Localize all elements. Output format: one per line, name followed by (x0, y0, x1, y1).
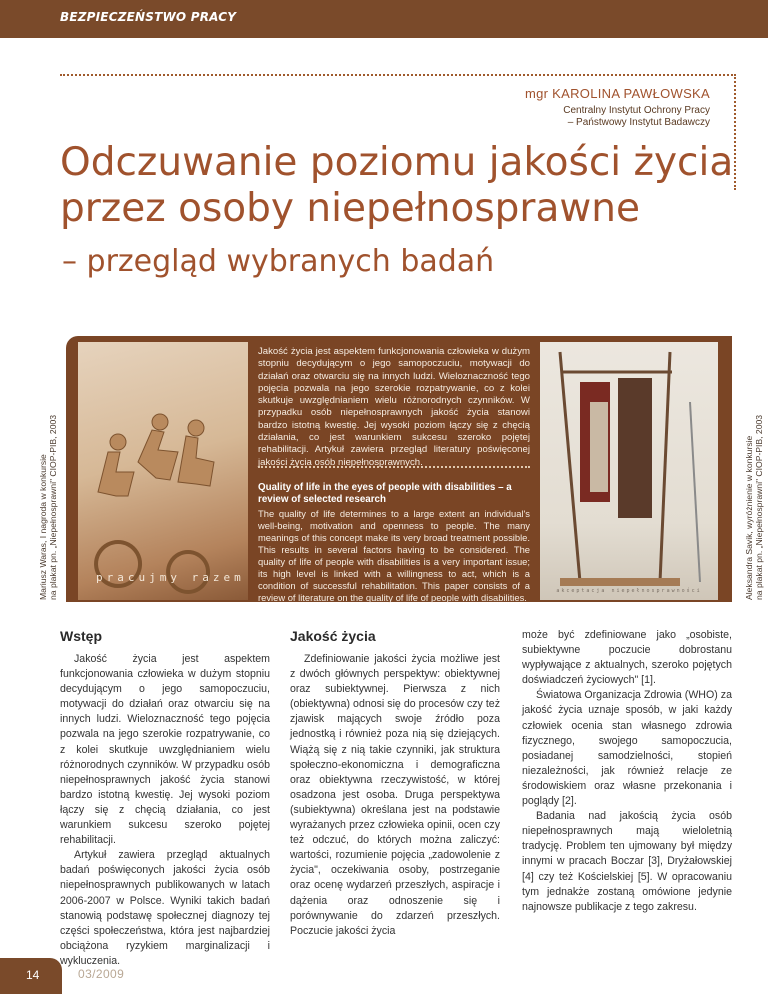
abstract-english-title: Quality of life in the eyes of people with disabilities – a review of selected research (258, 482, 512, 505)
section-label: BEZPIECZEŃSTWO PRACY (60, 10, 237, 24)
title-line-2: przez osoby niepełnosprawne (60, 186, 640, 231)
continued-paragraph-1: może być zdefiniowane jako „osobiste, subiektywne poczucie dobrostanu wypływające z aktualnych, szeroko pojętych doświadczeń życiowych" [1]. (522, 629, 732, 687)
poster-right-caption: akceptacja niepełnosprawności (556, 588, 702, 594)
column-continued (522, 628, 732, 915)
intro-paragraph-2: Artykuł zawiera przegląd aktualnych badań poświęconych jakości życia osób niepełnosprawnych publikowanych w latach 2006-2007 w Polsce. Wyniki takich badań stanowią podstawę społecznej diagnozy tej części społeczeństwa, która jest najbardziej obciążona ryzykiem marginalizacji i wykluczenia. (60, 849, 270, 967)
abstract-divider (258, 466, 530, 468)
quality-paragraph-1: Zdefiniowanie jakości życia możliwe jest z dwóch głównych perspektyw: obiektywnej oraz subiektywnej. Pierwsza z nich (obiektywna) odnosi się do procesów czy też zjawisk mających swoje źródło poza jednostką i również poza nią się dziejących. Wiążą się z nią takie czynniki, jak struktura społeczno-ekonomiczna i demograficzna oraz obiektywna rzeczywistość, w której osadzona jest osoba. Druga perspektywa (subiektywna) określana jest na podstawie wyrażanych przez człowieka opinii, ocen czy też odczuć, do których można zaliczyć: wartości, rozumienie pojęcia „zadowolenie z życia", oczekiwania osoby, postrzeganie oraz ocenę wydarzeń przeszłych, aspiracje i dążenia oraz odnoszenie się i porównywanie do zdarzeń przeszłych. Poczucie jakości życia (290, 653, 500, 937)
article-subtitle: – przegląd wybranych badań (62, 244, 495, 279)
abstract-polish: Jakość życia jest aspektem funkcjonowania człowieka w dużym stopniu decydującym o jego samopoczuciu, motywacji do działań oraz otwarciu się na innych ludzi. Wieloznaczność tego pojęcia pozwala na jego szerokie rozpatrywanie, co z kolei skutkuje uwzględnianiem wielu różnorodnych czynników. W przypadku osób niepełnosprawnych jakość życia stanowi bardzo istotną kwestię. Jej wysoki poziom łączy się z chęcią działania, co jest warunkiem sukcesu szeroko pojętej rehabilitacji. Artykuł zawiera przegląd literatury poświęconej jakości życia osób niepełnosprawnych. (258, 346, 530, 468)
credit-right-line-2: na plakat pn. „Niepełnosprawni" CIOP-PIB, 2003 (754, 414, 764, 600)
section-heading-quality: Jakość życia (290, 628, 376, 644)
section-heading-intro: Wstęp (60, 628, 102, 644)
column-quality-of-life (290, 628, 500, 939)
poster-image-right (540, 342, 718, 600)
article-title (60, 140, 740, 232)
intro-paragraph-1: Jakość życia jest aspektem funkcjonowania człowieka w dużym stopniu decydującym o jego samopoczuciu, motywacji do działań oraz otwarciu się na innych ludzi. Wieloznaczność tego pojęcia pozwala na jego szerokie rozpatrywanie, co z kolei skutkuje uwzględnianiem wielu różnorodnych czynników. W przypadku osób niepełnosprawnych jakość życia stanowi bardzo istotną kwestię. Jej wysoki poziom łączy się z chęcią działania, co jest warunkiem sukcesu szeroko pojętej rehabilitacji. (60, 653, 270, 847)
continued-paragraph-2: Światowa Organizacja Zdrowia (WHO) za jakość życia uznaje sposób, w jaki każdy człowiek ocenia stan własnego zdrowia fizycznego, swojego samopoczucia, posiadanej samodzielności, stopień niezależności, jak również relacje ze środowiskiem oraz własne przekonania i poglądy [2]. (522, 689, 732, 808)
poster-image-left (78, 342, 248, 600)
column-intro (60, 628, 270, 969)
poster-left-caption: pracujmy razem (96, 571, 245, 584)
abstract-english: The quality of life determines to a large extent an individual's well-being, motivation and openness to people. The many meanings of this concept make its very broad treatment possible. This results in several factors having to be considered. The quality of life of people with disabilities is a very important issue; its high level is linked with a willingness to act, which is a condition of successful rehabilitation. This paper consists of a review of literature on the quality of life of people with disabilities. (258, 508, 530, 603)
coat-rack-illustration (540, 342, 718, 600)
paper-figures-illustration (78, 342, 248, 600)
image-credit-right (744, 415, 764, 600)
title-line-1: Odczuwanie poziomu jakości życia (60, 140, 734, 185)
credit-left-line-1: Mariusz Waras, I nagroda w konkursie (38, 454, 48, 600)
author-block (525, 86, 710, 129)
issue-number: 03/2009 (78, 967, 125, 981)
affiliation-line-2: – Państwowy Instytut Badawczy (567, 117, 710, 128)
image-credit-left (38, 415, 58, 600)
top-bar (0, 0, 768, 38)
continued-paragraph-3: Badania nad jakością życia osób niepełnosprawnych mają wieloletnią tradycję. Problem ten ujmowany był między innymi w pracach Boczar [3], Dryżałowskiej [4] czy też Kościelskiej [5]. W opracowaniu tym jednakże zostaną omówione jedynie najnowsze publikacje z tego zakresu. (522, 810, 732, 913)
credit-left-line-2: na plakat pn. „Niepełnosprawni" CIOP-PIB, 2003 (48, 414, 58, 600)
credit-right-line-1: Aleksandra Savik, wyróżnienie w konkursie (744, 435, 754, 600)
page-number: 14 (26, 968, 40, 982)
author-name: mgr KAROLINA PAWŁOWSKA (524, 86, 710, 101)
author-affiliation (525, 105, 710, 129)
affiliation-line-1: Centralny Instytut Ochrony Pracy (563, 105, 710, 116)
